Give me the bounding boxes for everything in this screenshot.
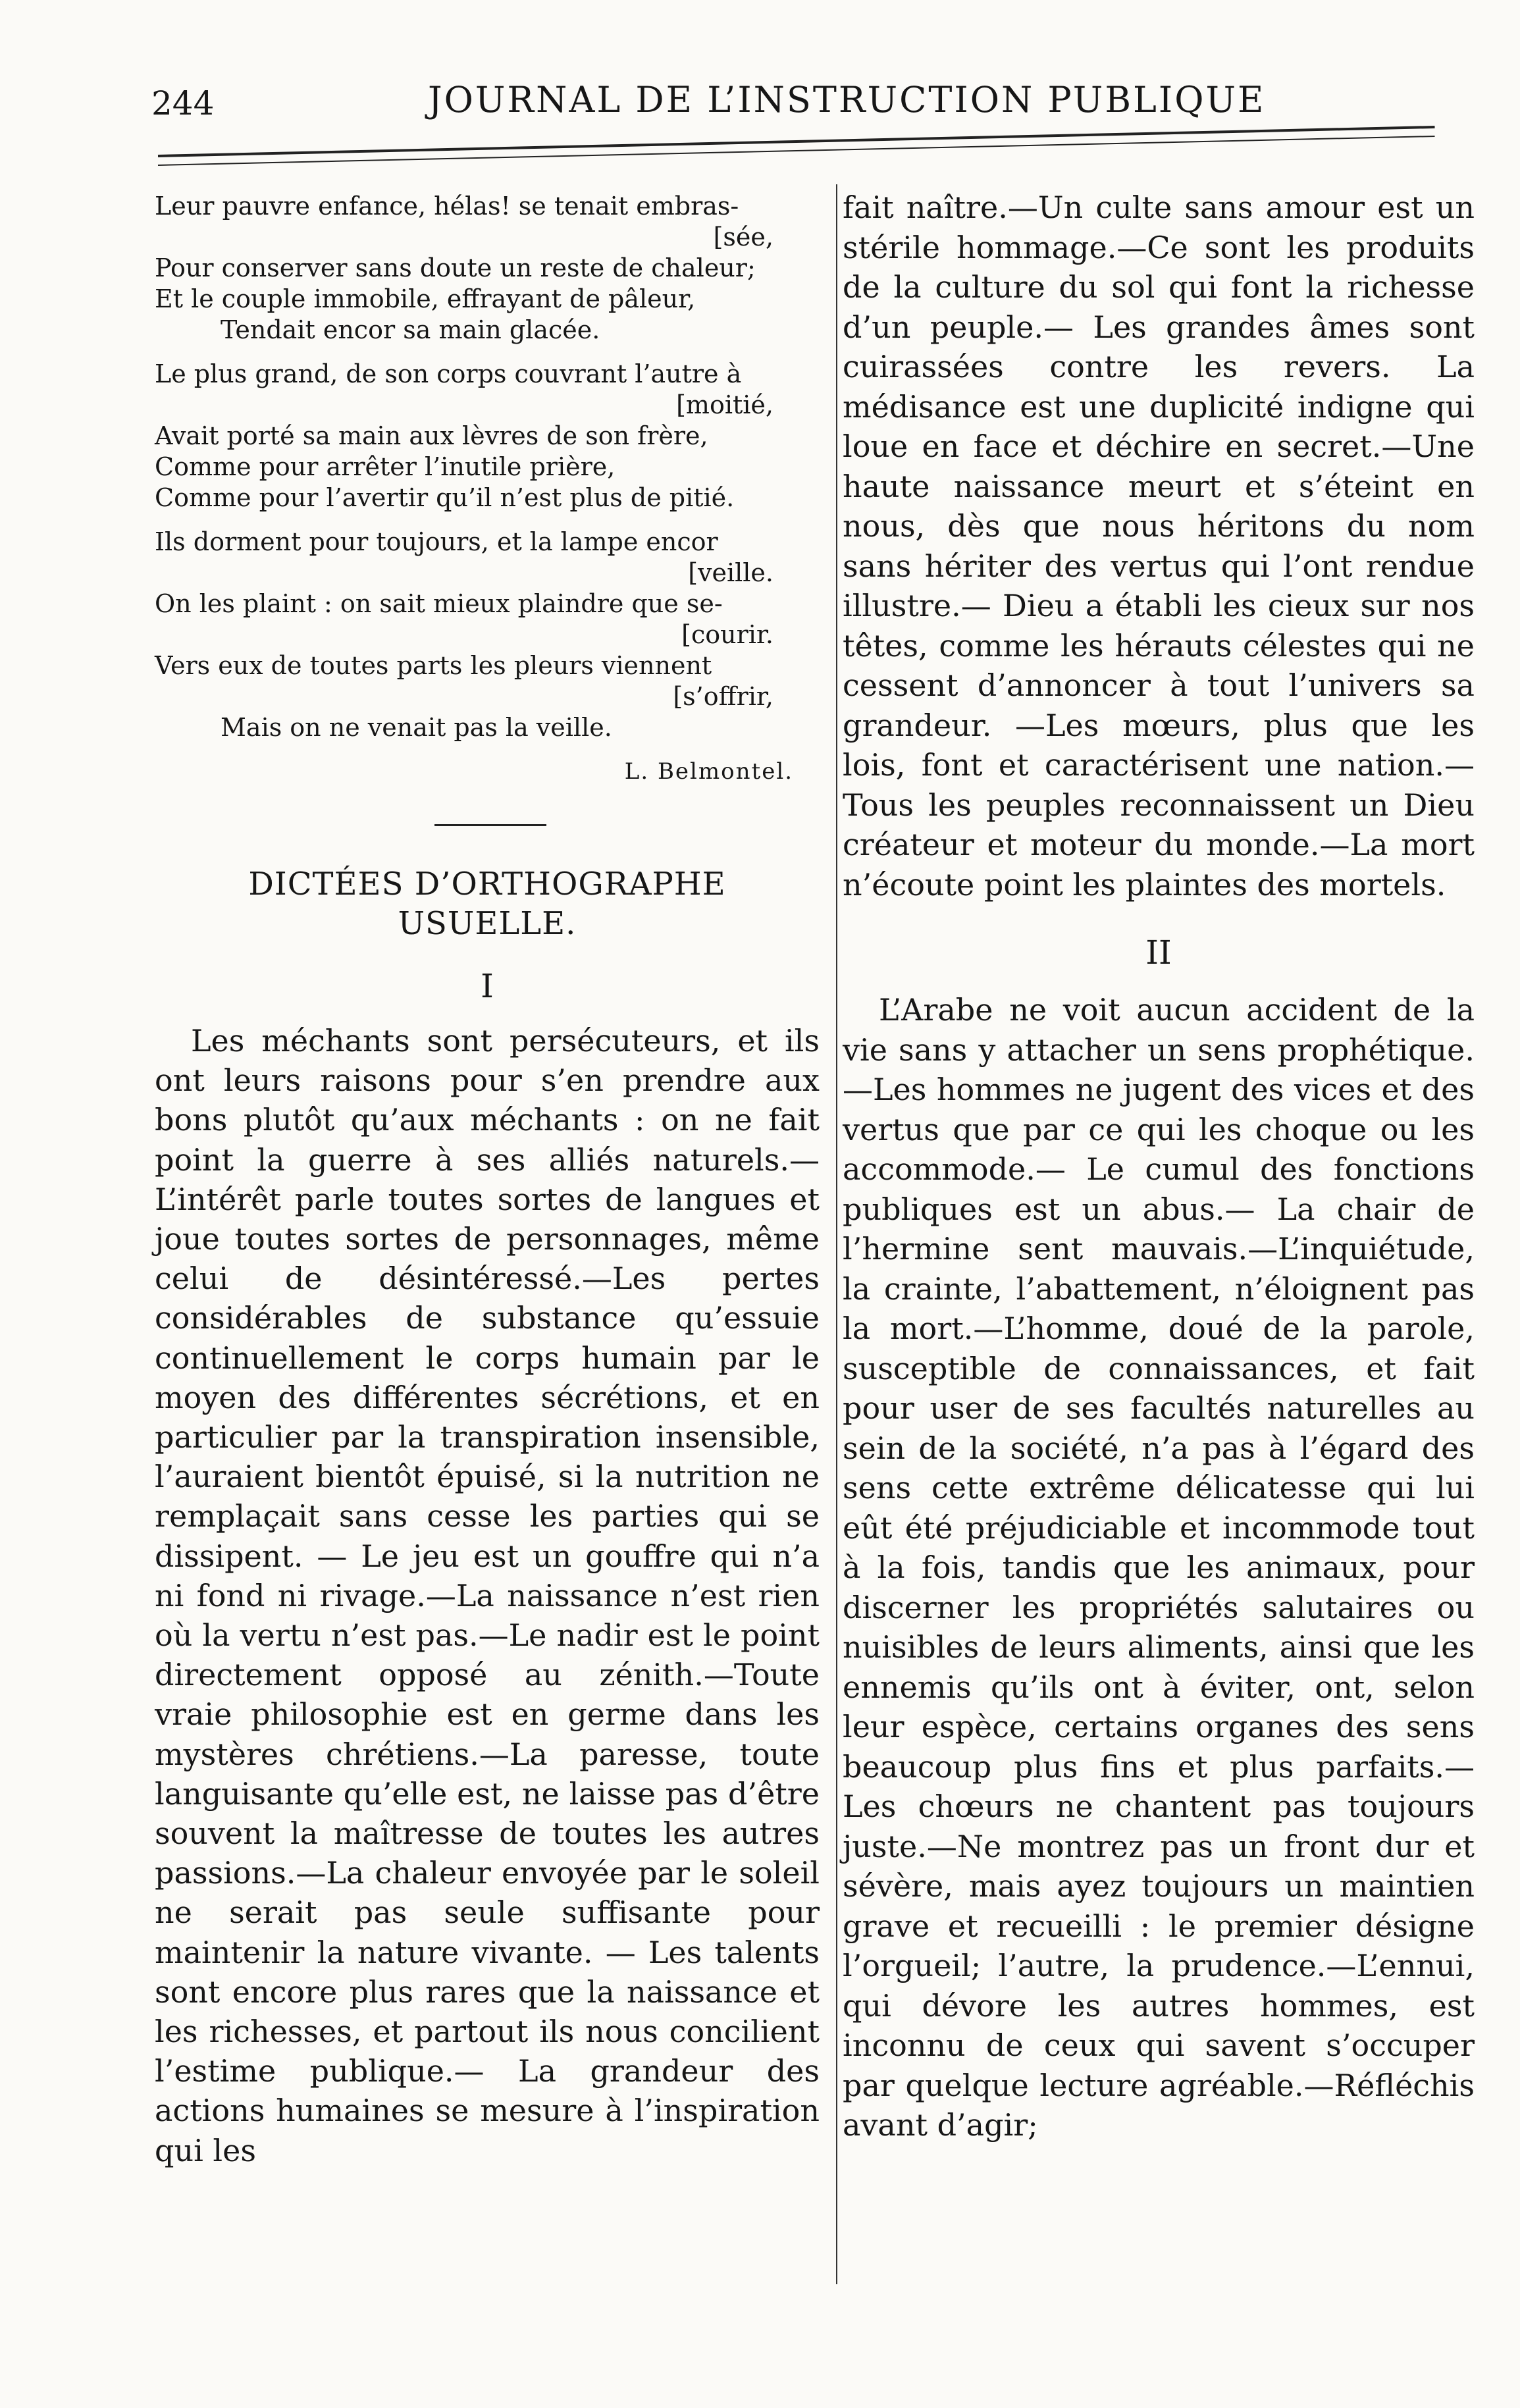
dictation-text [843,990,1475,2145]
poem-stanza [155,527,820,743]
poem-stanza [155,359,820,513]
poem-line: Comme pour l’avertir qu’il n’est plus de pitié. [155,483,735,512]
poem-line: Pour conserver sans doute un reste de chaleur; [155,253,756,282]
paragraph: L’Arabe ne voit aucun accident de la vie sans y attacher un sens prophétique. —Les hommes ne jugent des vices et des vertus que par ce qui les choque ou les accommode.— Le cumul des fonctions publiques est un abus.— La chair de l’hermine sent mauvais.—L’inquiétude, la crainte, l’abattement, n’éloignent pas la mort.—L’homme, doué de la parole, susceptible de connaissances, et fait pour user de ses facultés naturelles au sein de la société, n’a pas à l’égard des sens cette extrême délicatesse qui lui eût été préjudiciable et incommode tout à la fois, tandis que les animaux, pour discerner les propriétés salutaires ou nuisibles de leurs aliments, ainsi que les ennemis qu’ils ont à éviter, ont, selon leur espèce, certains organes des sens beaucoup plus fins et plus parfaits.— Les chœurs ne chantent pas toujours juste.—Ne montrez pas un front dur et sévère, mais ayez toujours un maintien grave et recueilli : le premier désigne l’orgueil; l’autre, la prudence.—L’ennui, qui dévore les autres hommes, est inconnu de ceux qui savent s’occuper par quelque lecture agréable.—Réfléchis avant d’agir; [843,992,1475,2143]
poem-line: Vers eux de toutes parts les pleurs viennent [155,651,712,680]
section-title [155,864,820,943]
poem-line: [courir. [681,620,773,649]
poem-line: [veille. [688,558,773,587]
section-title-line: DICTÉES D’ORTHOGRAPHE [248,866,726,903]
section-separator [434,824,546,826]
part-numeral: II [1145,933,1172,972]
poem-line: Ils dorment pour toujours, et la lampe encor [155,527,718,556]
poem-line: [s’offrir, [673,682,773,711]
page-header [151,66,1448,138]
left-column [155,191,820,2170]
column-divider [836,184,837,2284]
page-number: 244 [151,84,215,122]
poem-line: Comme pour arrêter l’inutile prière, [155,452,616,481]
poem-line: [sée, [713,222,773,251]
paragraph: Les méchants sont persécuteurs, et ils ont leurs raisons pour s’en prendre aux bons plutôt qu’aux méchants : on ne fait point la guerre à ses alliés naturels.— L’intérêt parle toutes sortes de langues et joue toutes sortes de personnages, même celui de désintéressé.—Les pertes considérables de substance qu’essuie continuellement le corps humain par le moyen des différentes sécrétions, et en particulier par la transpiration insensible, l’auraient bientôt épuisé, si la nutrition ne remplaçait sans cesse les parties qui se dissipent. — Le jeu est un gouffre qui n’a ni fond ni rivage.—La naissance n’est rien où la vertu n’est pas.—Le nadir est le point directement opposé au zénith.—Toute vraie philosophie est en germe dans les mystères chrétiens.—La paresse, toute languisante qu’elle est, ne laisse pas d’être souvent la maîtresse de toutes les autres passions.—La chaleur envoyée par le soleil ne serait pas seule suffisante pour maintenir la nature vivante. — Les talents sont encore plus rares que la naissance et les richesses, et partout ils nous concilient l’estime publique.— La grandeur des actions humaines se mesure à l’inspiration qui les [155,1023,820,2168]
running-title: JOURNAL DE L’INSTRUCTION PUBLIQUE [428,79,1266,120]
poem [155,191,820,787]
poem-line: Mais on ne venait pas la veille. [221,713,612,742]
paragraph: fait naître.—Un culte sans amour est un stérile hommage.—Ce sont les produits de la culture du sol qui font la richesse d’un peuple.— Les grandes âmes sont cuirassées contre les revers. La médisance est une duplicité indigne qui loue en face et déchire en secret.—Une haute naissance meurt et s’éteint en nous, dès que nous héritons du nom sans hériter des vertus qui l’ont rendue illustre.— Dieu a établi les cieux sur nos têtes, comme les hérauts célestes qui ne cessent d’annoncer à tout l’univers sa grandeur. —Les mœurs, plus que les lois, font et caractérisent une nation.—Tous les peuples reconnaissent un Dieu créateur et moteur du monde.—La mort n’écoute point les plaintes des mortels. [843,190,1475,903]
poem-author: L. Belmontel. [624,758,793,785]
poem-stanza [155,191,820,346]
poem-line: Avait porté sa main aux lèvres de son frère, [155,421,708,450]
dictation-text [155,1021,820,2170]
poem-line: Leur pauvre enfance, hélas! se tenait embras- [155,192,739,221]
poem-line: Le plus grand, de son corps couvrant l’autre à [155,359,742,388]
dictation-text-continued [843,188,1475,904]
poem-line: On les plaint : on sait mieux plaindre que se- [155,589,723,618]
part-numeral: I [481,967,494,1005]
poem-line: Tendait encor sa main glacée. [221,315,600,344]
section-title-line: USUELLE. [398,905,577,942]
poem-line: [moitié, [676,390,773,419]
right-column [843,188,1475,2145]
poem-line: Et le couple immobile, effrayant de pâleur, [155,284,696,313]
